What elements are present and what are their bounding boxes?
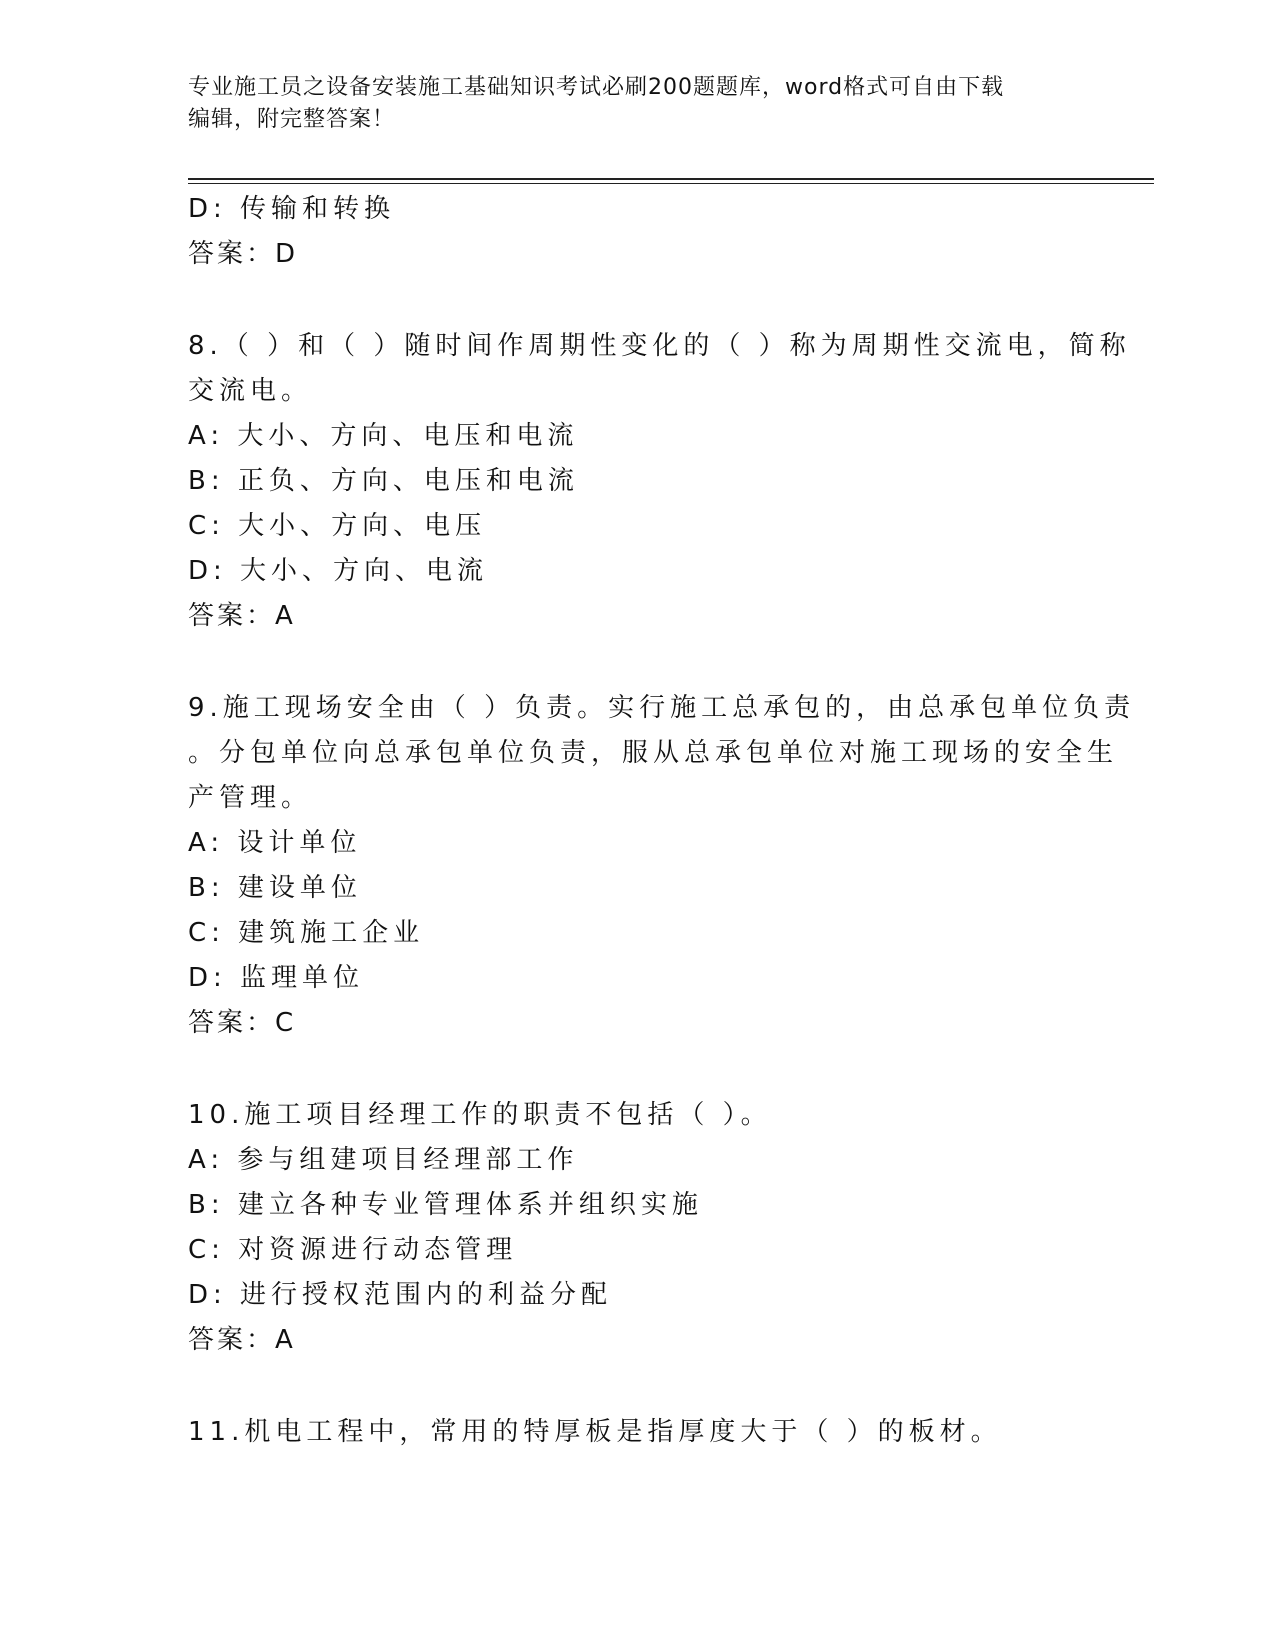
question-8 [188, 324, 1131, 639]
question-9 [188, 686, 1136, 1046]
option-d: D: 进行授权范围内的利益分配 [188, 1280, 613, 1310]
header-divider-thin [188, 183, 1154, 184]
option-d: D: 传输和转换 [188, 194, 396, 224]
question-stem-continued: 交流电。 [188, 376, 313, 406]
header-divider-thick [188, 178, 1154, 180]
answer: 答案：A [188, 1325, 296, 1355]
option-b: B: 正负、方向、电压和电流 [188, 466, 579, 496]
option-d: D: 监理单位 [188, 963, 365, 993]
page-header [188, 72, 1088, 136]
question-stem: 10.施工项目经理工作的职责不包括（ ）。 [188, 1100, 772, 1130]
question-stem-continued: 产管理。 [188, 783, 313, 813]
option-a: A: 设计单位 [188, 828, 362, 858]
option-c: C: 大小、方向、电压 [188, 511, 487, 541]
answer: 答案：A [188, 601, 296, 631]
question-7-tail [188, 187, 1088, 277]
option-c: C: 建筑施工企业 [188, 918, 425, 948]
option-b: B: 建设单位 [188, 873, 362, 903]
option-d: D: 大小、方向、电流 [188, 556, 489, 586]
header-title-line2: 编辑，附完整答案！ [188, 107, 396, 132]
question-stem-continued: 。分包单位向总承包单位负责，服从总承包单位对施工现场的安全生 [188, 738, 1119, 768]
question-11 [188, 1410, 1088, 1455]
question-10 [188, 1093, 1088, 1363]
header-title-line1: 专业施工员之设备安装施工基础知识考试必刷200题题库，word格式可自由下载 [188, 75, 1005, 100]
question-stem: 8.（ ）和（ ）随时间作周期性变化的（ ）称为周期性交流电，简称 [188, 331, 1131, 361]
question-list [188, 187, 1136, 1455]
question-stem: 11.机电工程中，常用的特厚板是指厚度大于（ ）的板材。 [188, 1417, 1002, 1447]
answer: 答案：D [188, 239, 299, 269]
answer: 答案：C [188, 1008, 297, 1038]
option-c: C: 对资源进行动态管理 [188, 1235, 518, 1265]
option-a: A: 参与组建项目经理部工作 [188, 1145, 579, 1175]
option-a: A: 大小、方向、电压和电流 [188, 421, 579, 451]
option-b: B: 建立各种专业管理体系并组织实施 [188, 1190, 703, 1220]
question-stem: 9.施工现场安全由（ ）负责。实行施工总承包的，由总承包单位负责 [188, 693, 1136, 723]
